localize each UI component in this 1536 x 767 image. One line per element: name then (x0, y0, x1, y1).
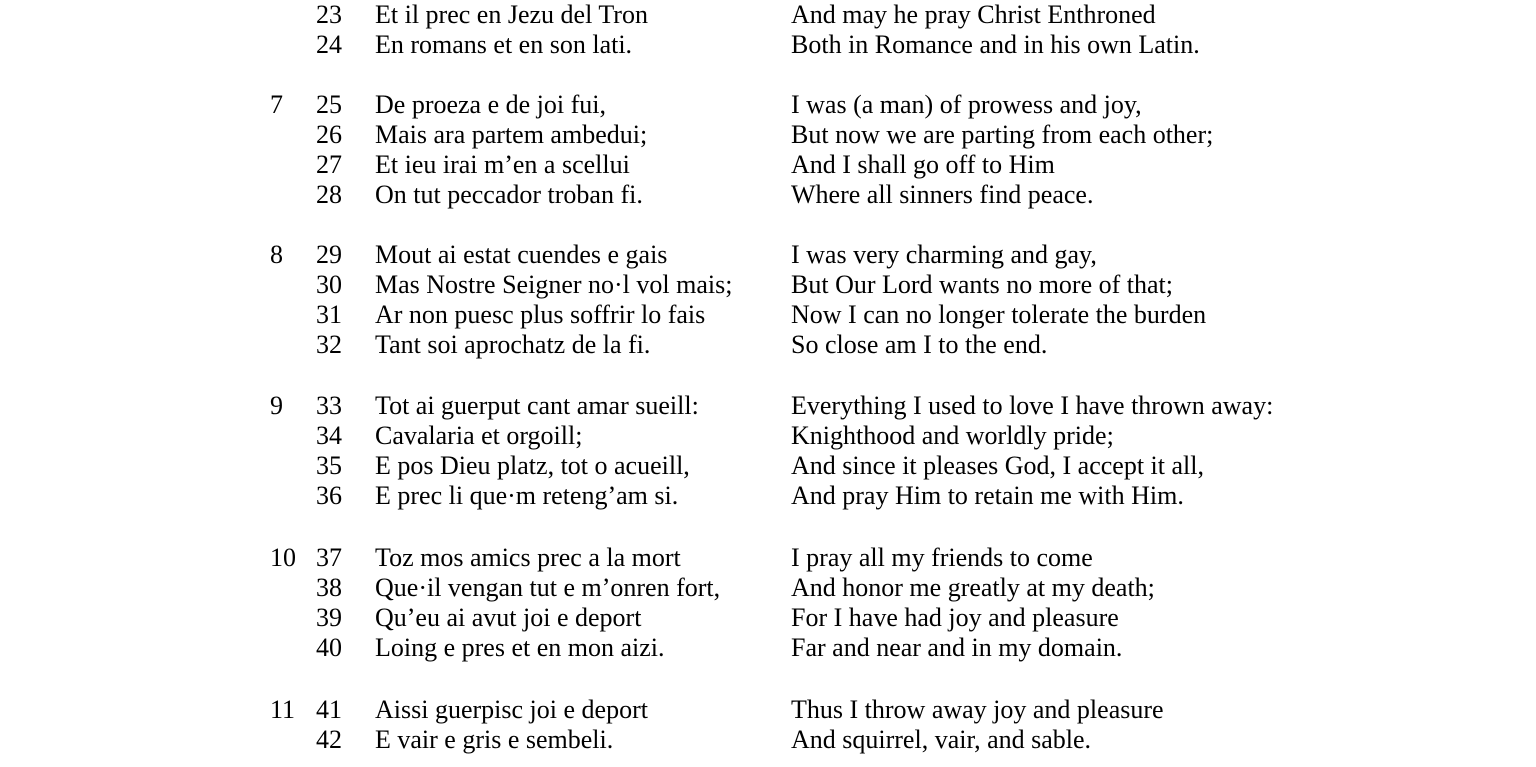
line-number: 23 (316, 0, 342, 29)
original-verse: On tut peccador troban fi. (375, 180, 643, 209)
translation-verse: I pray all my friends to come (791, 543, 1093, 572)
verse-line (0, 421, 1536, 451)
translation-verse: But now we are parting from each other; (791, 120, 1214, 149)
translation-verse: I was (a man) of prowess and joy, (791, 90, 1142, 119)
stanza-number: 11 (270, 695, 296, 724)
verse-line (0, 573, 1536, 603)
original-verse: Aissi guerpisc joi e deport (375, 695, 648, 724)
line-number: 38 (316, 573, 342, 602)
translation-verse: And may he pray Christ Enthroned (791, 0, 1156, 29)
line-number: 32 (316, 330, 342, 359)
original-verse: Que·il vengan tut e m’onren fort, (375, 573, 721, 602)
translation-verse: I was very charming and gay, (791, 240, 1097, 269)
line-number: 42 (316, 725, 342, 754)
original-verse: Mas Nostre Seigner no·l vol mais; (375, 270, 733, 299)
translation-verse: And I shall go off to Him (791, 150, 1055, 179)
original-verse: Mout ai estat cuendes e gais (375, 240, 668, 269)
verse-line (0, 90, 1536, 120)
translation-verse: For I have had joy and pleasure (791, 603, 1119, 632)
original-verse: Qu’eu ai avut joi e deport (375, 603, 642, 632)
line-number: 37 (316, 543, 342, 572)
line-number: 34 (316, 421, 342, 450)
original-verse: E prec li que·m reteng’am si. (375, 481, 679, 510)
original-verse: Tot ai guerput cant amar sueill: (375, 391, 699, 420)
verse-line (0, 120, 1536, 150)
stanza-number: 8 (270, 240, 283, 269)
verse-line (0, 603, 1536, 633)
translation-verse: But Our Lord wants no more of that; (791, 270, 1173, 299)
verse-line (0, 695, 1536, 725)
original-verse: Loing e pres et en mon aizi. (375, 633, 665, 662)
translation-verse: And pray Him to retain me with Him. (791, 481, 1184, 510)
translation-verse: Both in Romance and in his own Latin. (791, 30, 1200, 59)
verse-line (0, 180, 1536, 210)
original-verse: Et il prec en Jezu del Tron (375, 0, 648, 29)
line-number: 26 (316, 120, 342, 149)
translation-verse: Thus I throw away joy and pleasure (791, 695, 1164, 724)
translation-verse: And since it pleases God, I accept it all, (791, 451, 1204, 480)
line-number: 36 (316, 481, 342, 510)
translation-verse: Knighthood and worldly pride; (791, 421, 1114, 450)
verse-line (0, 240, 1536, 270)
line-number: 24 (316, 30, 342, 59)
line-number: 30 (316, 270, 342, 299)
translation-verse: Now I can no longer tolerate the burden (791, 300, 1207, 329)
verse-line (0, 270, 1536, 300)
original-verse: E pos Dieu platz, tot o acueill, (375, 451, 690, 480)
stanza-number: 7 (270, 90, 283, 119)
translation-verse: Far and near and in my domain. (791, 633, 1123, 662)
line-number: 41 (316, 695, 342, 724)
verse-line (0, 543, 1536, 573)
verse-line (0, 30, 1536, 60)
original-verse: Et ieu irai m’en a scellui (375, 150, 630, 179)
verse-line (0, 633, 1536, 663)
line-number: 25 (316, 90, 342, 119)
original-verse: De proeza e de joi fui, (375, 90, 607, 119)
original-verse: E vair e gris e sembeli. (375, 725, 614, 754)
translation-verse: So close am I to the end. (791, 330, 1048, 359)
line-number: 35 (316, 451, 342, 480)
verse-line (0, 150, 1536, 180)
line-number: 28 (316, 180, 342, 209)
line-number: 33 (316, 391, 342, 420)
line-number: 29 (316, 240, 342, 269)
verse-line (0, 300, 1536, 330)
stanza-number: 10 (270, 543, 296, 572)
original-verse: En romans et en son lati. (375, 30, 633, 59)
original-verse: Cavalaria et orgoill; (375, 421, 583, 450)
original-verse: Toz mos amics prec a la mort (375, 543, 681, 572)
verse-line (0, 451, 1536, 481)
stanza-number: 9 (270, 391, 283, 420)
line-number: 31 (316, 300, 342, 329)
original-verse: Ar non puesc plus soffrir lo fais (375, 300, 706, 329)
verse-line (0, 0, 1536, 30)
line-number: 39 (316, 603, 342, 632)
translation-verse: Where all sinners find peace. (791, 180, 1094, 209)
line-number: 27 (316, 150, 342, 179)
verse-line (0, 330, 1536, 360)
translation-verse: Everything I used to love I have thrown away: (791, 391, 1274, 420)
translation-verse: And honor me greatly at my death; (791, 573, 1155, 602)
verse-line (0, 725, 1536, 755)
line-number: 40 (316, 633, 342, 662)
translation-verse: And squirrel, vair, and sable. (791, 725, 1092, 754)
original-verse: Mais ara partem ambedui; (375, 120, 648, 149)
verse-line (0, 481, 1536, 511)
verse-line (0, 391, 1536, 421)
original-verse: Tant soi aprochatz de la fi. (375, 330, 651, 359)
